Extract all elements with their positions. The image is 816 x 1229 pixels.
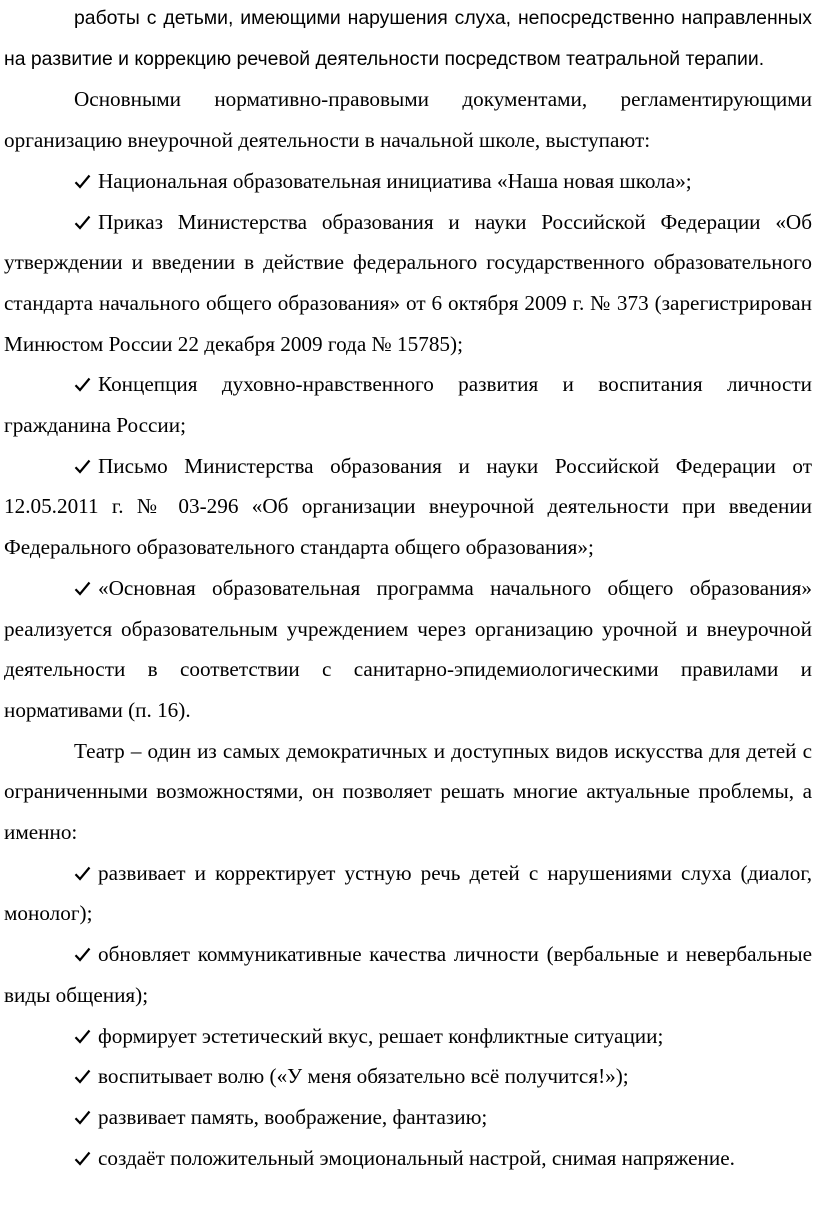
list-item: Приказ Министерства образования и науки Российской Федерации «Об утверждении и введении в действие федерального государственного образовательного стандарта начального общего образования» от 6 октября 2009 г. № 373 (зарегистрирован Минюстом России 22 декабря 2009 года № 15785); bbox=[4, 202, 812, 365]
checkmark-icon bbox=[74, 1138, 98, 1179]
paragraph-theatre: Театр – один из самых демократичных и доступных видов искусства для детей с ограниченными возможностями, он позволяет решать многие актуальные проблемы, а именно: bbox=[4, 738, 812, 845]
checkmark-icon bbox=[74, 853, 98, 894]
list-item: воспитывает волю («У меня обязательно всё получится!»); bbox=[4, 1056, 812, 1097]
list-item: формирует эстетический вкус, решает конфликтные ситуации; bbox=[4, 1016, 812, 1057]
list-item: Письмо Министерства образования и науки Российской Федерации от 12.05.2011 г. № 03-296 «Об организации внеурочной деятельности при введении Федерального образовательного стандарта общего образования»; bbox=[4, 446, 812, 568]
list-item: обновляет коммуникативные качества личности (вербальные и невербальные виды общения); bbox=[4, 934, 812, 1015]
checkmark-icon bbox=[74, 446, 98, 487]
checkmark-icon bbox=[74, 1097, 98, 1138]
checkmark-icon bbox=[74, 161, 98, 202]
checkmark-icon bbox=[74, 202, 98, 243]
list-item: Национальная образовательная инициатива «Наша новая школа»; bbox=[4, 161, 812, 202]
list-item: развивает и корректирует устную речь детей с нарушениями слуха (диалог, монолог); bbox=[4, 853, 812, 934]
paragraph-intro-continuation: работы с детьми, имеющими нарушения слуха, непосредственно направленных на развитие и коррекцию речевой деятельности посредством театральной терапии. bbox=[4, 7, 812, 70]
paragraph-documents-intro: Основными нормативно-правовыми документами, регламентирующими организацию внеурочной деятельности в начальной школе, выступают: bbox=[4, 87, 812, 153]
checkmark-icon bbox=[74, 1056, 98, 1097]
checkmark-icon bbox=[74, 1016, 98, 1057]
list-item: создаёт положительный эмоциональный настрой, снимая напряжение. bbox=[4, 1138, 812, 1179]
list-item: Концепция духовно-нравственного развития и воспитания личности гражданина России; bbox=[4, 364, 812, 445]
checkmark-icon bbox=[74, 364, 98, 405]
list-item: развивает память, воображение, фантазию; bbox=[4, 1097, 812, 1138]
checkmark-icon bbox=[74, 568, 98, 609]
list-item: «Основная образовательная программа начального общего образования» реализуется образовательным учреждением через организацию урочной и внеурочной деятельности в соответствии с санитарно-эпидемиологическими правилами и нормативами (п. 16). bbox=[4, 568, 812, 731]
checkmark-icon bbox=[74, 934, 98, 975]
